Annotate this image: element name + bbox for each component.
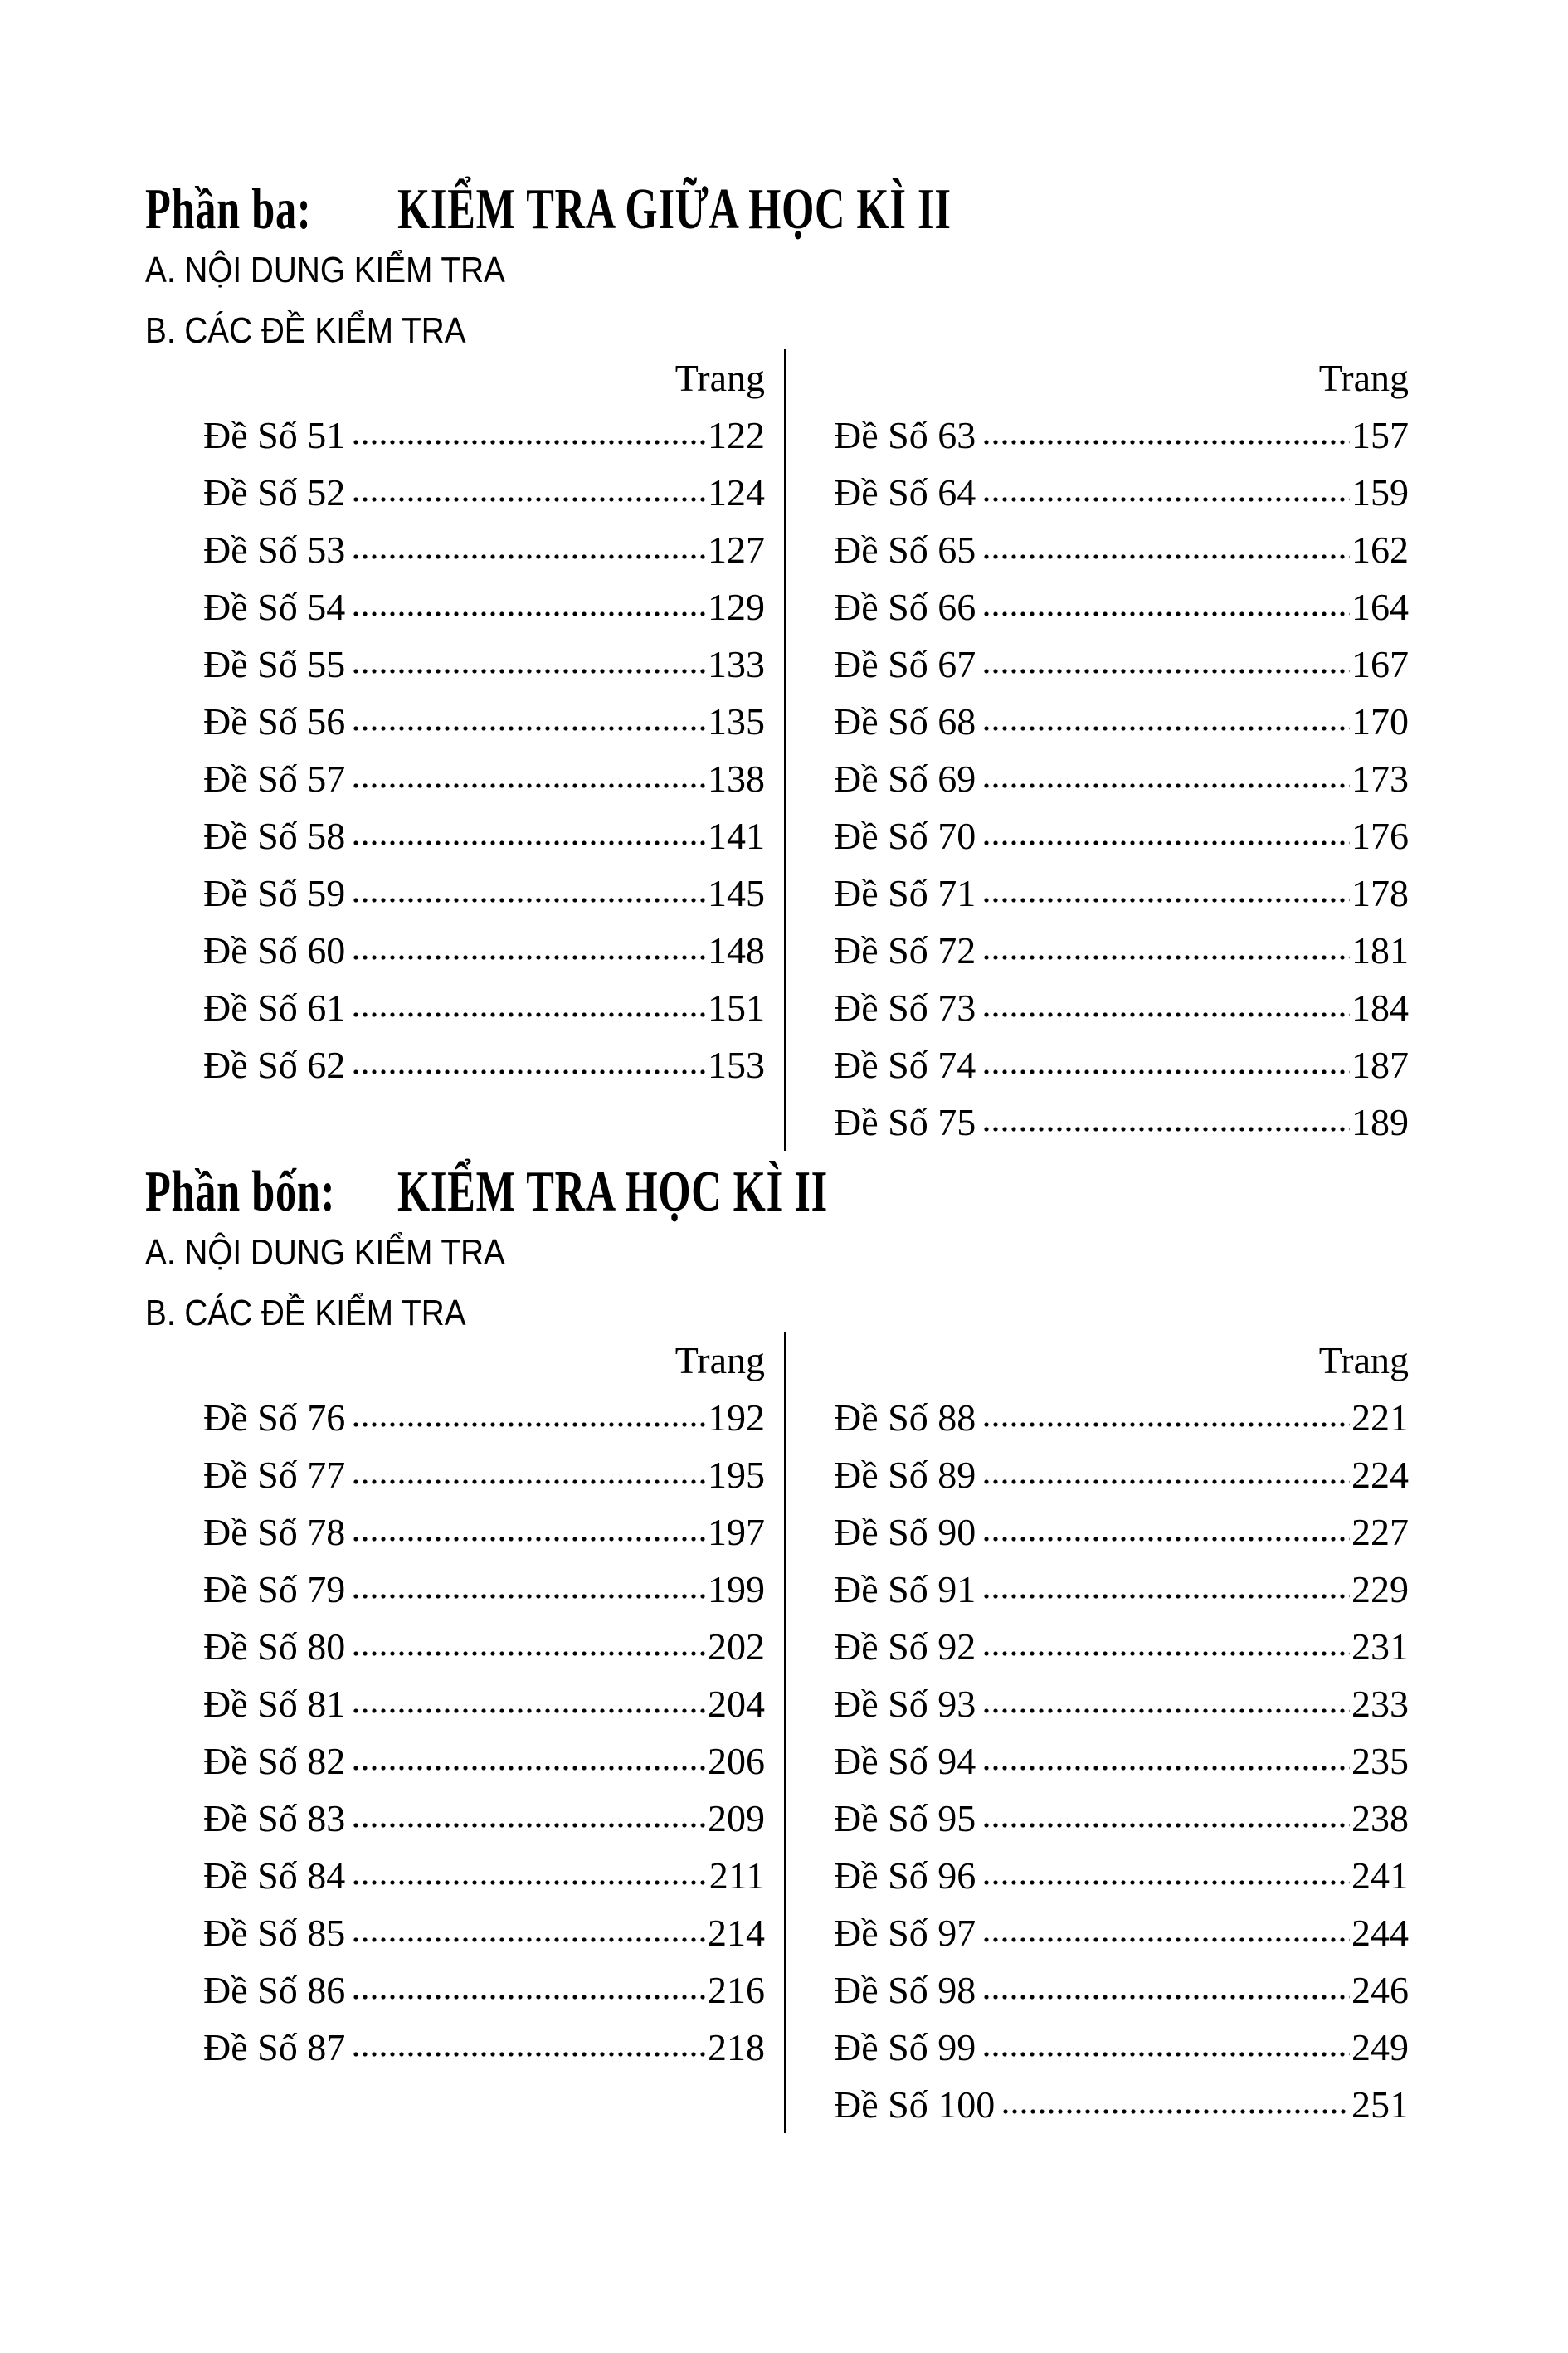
section-heading-label: Phần ba: xyxy=(145,178,312,241)
toc-entry-label: Đề Số 59 xyxy=(203,872,346,914)
toc-row xyxy=(834,1847,1409,1904)
section-heading-title: KIỂM TRA HỌC KÌ II xyxy=(397,1160,828,1224)
section-heading xyxy=(145,180,1568,240)
dot-leader xyxy=(353,611,706,616)
toc-entry-page: 145 xyxy=(708,872,765,914)
toc-row xyxy=(203,979,765,1036)
toc-row xyxy=(834,750,1409,807)
dot-leader xyxy=(984,611,1350,616)
toc-entry-page: 249 xyxy=(1351,2026,1409,2068)
dot-leader xyxy=(984,1766,1350,1771)
toc-row xyxy=(203,464,765,521)
dot-leader xyxy=(984,898,1350,903)
page-column-header: Trang xyxy=(674,1339,765,1381)
toc-entry-page: 151 xyxy=(708,987,765,1029)
toc-row xyxy=(834,1618,1409,1675)
toc-row xyxy=(203,578,765,636)
toc-entry-page: 170 xyxy=(1351,700,1409,743)
toc-entry-label: Đề Số 99 xyxy=(834,2026,976,2068)
toc-row xyxy=(834,1389,1409,1446)
toc-entry-page: 231 xyxy=(1351,1625,1409,1668)
dot-leader xyxy=(984,1880,1350,1885)
dot-leader xyxy=(984,1422,1350,1427)
toc-entry-page: 178 xyxy=(1351,872,1409,914)
toc-rows xyxy=(834,1389,1409,2133)
toc-entry-page: 124 xyxy=(708,471,765,514)
toc-entry-label: Đề Số 51 xyxy=(203,414,346,456)
toc-entry-label: Đề Số 83 xyxy=(203,1797,346,1839)
toc-entry-page: 176 xyxy=(1351,815,1409,857)
dot-leader xyxy=(984,1823,1350,1828)
toc-row xyxy=(203,1675,765,1732)
toc-entry-page: 184 xyxy=(1351,987,1409,1029)
dot-leader xyxy=(353,1422,706,1427)
toc-entry-label: Đề Số 72 xyxy=(834,929,976,972)
toc-entry-page: 241 xyxy=(1351,1854,1409,1897)
toc-entry-label: Đề Số 95 xyxy=(834,1797,976,1839)
toc-entry-label: Đề Số 76 xyxy=(203,1396,346,1439)
dot-leader xyxy=(984,726,1350,731)
toc-entry-label: Đề Số 89 xyxy=(834,1454,976,1496)
toc-row xyxy=(203,521,765,578)
toc-entry-label: Đề Số 61 xyxy=(203,987,346,1029)
toc-entry-page: 133 xyxy=(708,643,765,685)
toc-entry-page: 229 xyxy=(1351,1568,1409,1610)
toc-entry-page: 141 xyxy=(708,815,765,857)
toc-entry-label: Đề Số 96 xyxy=(834,1854,976,1897)
toc-row xyxy=(203,807,765,865)
toc-entry-label: Đề Số 90 xyxy=(834,1511,976,1553)
toc-rows xyxy=(834,407,1409,1151)
toc-entry-page: 157 xyxy=(1351,414,1409,456)
toc-row xyxy=(203,1904,765,1961)
toc-entry-page: 224 xyxy=(1351,1454,1409,1496)
toc-entry-page: 153 xyxy=(708,1044,765,1086)
toc-entry-page: 209 xyxy=(708,1797,765,1839)
toc-column-right xyxy=(786,1332,1417,2133)
toc-entry-label: Đề Số 77 xyxy=(203,1454,346,1496)
toc-row xyxy=(834,922,1409,979)
toc-row xyxy=(834,807,1409,865)
toc-entry-page: 197 xyxy=(708,1511,765,1553)
toc-entry-label: Đề Số 65 xyxy=(834,529,976,571)
toc-entry-label: Đề Số 58 xyxy=(203,815,346,857)
toc-column-right xyxy=(786,349,1417,1151)
dot-leader xyxy=(353,1995,706,2000)
toc-row xyxy=(834,693,1409,750)
dot-leader xyxy=(353,1937,706,1942)
toc-column-left xyxy=(145,349,786,1151)
section-item-b-text: B. CÁC ĐỀ KIỂM TRA xyxy=(145,310,466,351)
toc-row xyxy=(203,1389,765,1446)
toc-entry-label: Đề Số 74 xyxy=(834,1044,976,1086)
section-heading xyxy=(145,1162,1568,1222)
dot-leader xyxy=(984,2052,1350,2057)
toc-entry-page: 127 xyxy=(708,529,765,571)
dot-leader xyxy=(353,1766,706,1771)
toc-row xyxy=(834,865,1409,922)
toc-row xyxy=(834,1904,1409,1961)
dot-leader xyxy=(353,440,706,445)
toc-entry-page: 138 xyxy=(708,758,765,800)
dot-leader xyxy=(353,2052,706,2057)
toc-row xyxy=(834,979,1409,1036)
toc-entry-label: Đề Số 81 xyxy=(203,1683,346,1725)
toc-row xyxy=(834,1446,1409,1503)
dot-leader xyxy=(984,440,1350,445)
dot-leader xyxy=(984,669,1350,674)
toc-row xyxy=(203,865,765,922)
toc-column-left xyxy=(145,1332,786,2133)
section-divider-gap xyxy=(145,1151,1568,1162)
toc-entry-page: 202 xyxy=(708,1625,765,1668)
toc-entry-label: Đề Số 100 xyxy=(834,2083,996,2126)
toc-row xyxy=(834,464,1409,521)
toc-row xyxy=(834,1503,1409,1561)
toc-entry-label: Đề Số 70 xyxy=(834,815,976,857)
toc-entry-label: Đề Số 93 xyxy=(834,1683,976,1725)
toc-table xyxy=(145,1332,1568,2133)
toc-row xyxy=(834,2076,1409,2133)
toc-entry-label: Đề Số 92 xyxy=(834,1625,976,1668)
toc-row xyxy=(203,693,765,750)
toc-entry-page: 164 xyxy=(1351,586,1409,628)
toc-entry-page: 238 xyxy=(1351,1797,1409,1839)
toc-entry-page: 122 xyxy=(708,414,765,456)
toc-rows xyxy=(203,407,765,1094)
toc-entry-page: 159 xyxy=(1351,471,1409,514)
toc-entry-label: Đề Số 94 xyxy=(834,1740,976,1782)
dot-leader xyxy=(353,1651,706,1656)
dot-leader xyxy=(984,1995,1350,2000)
toc-entry-label: Đề Số 52 xyxy=(203,471,346,514)
dot-leader xyxy=(984,1012,1350,1017)
toc-row xyxy=(834,1094,1409,1151)
toc-entry-label: Đề Số 87 xyxy=(203,2026,346,2068)
section-part-four xyxy=(145,1162,1568,2133)
toc-entry-page: 173 xyxy=(1351,758,1409,800)
toc-entry-page: 129 xyxy=(708,586,765,628)
toc-row xyxy=(203,1732,765,1790)
toc-entry-label: Đề Số 97 xyxy=(834,1912,976,1954)
toc-entry-label: Đề Số 54 xyxy=(203,586,346,628)
dot-leader xyxy=(984,840,1350,845)
toc-entry-label: Đề Số 68 xyxy=(834,700,976,743)
toc-entry-page: 233 xyxy=(1351,1683,1409,1725)
dot-leader xyxy=(984,1594,1350,1599)
toc-entry-label: Đề Số 79 xyxy=(203,1568,346,1610)
toc-entry-label: Đề Số 73 xyxy=(834,987,976,1029)
dot-leader xyxy=(353,1708,706,1713)
toc-entry-page: 227 xyxy=(1351,1511,1409,1553)
toc-entry-page: 206 xyxy=(708,1740,765,1782)
toc-row xyxy=(203,1561,765,1618)
toc-entry-page: 167 xyxy=(1351,643,1409,685)
page-column-header: Trang xyxy=(1318,1339,1409,1381)
dot-leader xyxy=(984,1708,1350,1713)
dot-leader xyxy=(353,497,706,502)
dot-leader xyxy=(984,1069,1350,1074)
toc-row xyxy=(203,1446,765,1503)
dot-leader xyxy=(353,1594,706,1599)
section-item-b-text: B. CÁC ĐỀ KIỂM TRA xyxy=(145,1293,466,1333)
dot-leader xyxy=(353,783,706,788)
toc-row xyxy=(834,578,1409,636)
toc-entry-label: Đề Số 88 xyxy=(834,1396,976,1439)
toc-entry-label: Đề Số 82 xyxy=(203,1740,346,1782)
toc-row xyxy=(203,1618,765,1675)
toc-entry-page: 211 xyxy=(709,1854,765,1897)
dot-leader xyxy=(984,1537,1350,1542)
dot-leader xyxy=(984,1651,1350,1656)
dot-leader xyxy=(984,955,1350,960)
section-item-a-text: A. NỘI DUNG KIỂM TRA xyxy=(145,250,505,290)
toc-entry-label: Đề Số 98 xyxy=(834,1969,976,2011)
toc-row xyxy=(203,750,765,807)
dot-leader xyxy=(353,1479,706,1484)
page-column-header: Trang xyxy=(1318,357,1409,399)
toc-entry-page: 216 xyxy=(708,1969,765,2011)
toc-entry-page: 218 xyxy=(708,2026,765,2068)
toc-row xyxy=(834,1036,1409,1094)
toc-entry-label: Đề Số 57 xyxy=(203,758,346,800)
toc-row xyxy=(203,1961,765,2019)
toc-entry-label: Đề Số 69 xyxy=(834,758,976,800)
toc-row xyxy=(203,1790,765,1847)
toc-row xyxy=(203,407,765,464)
toc-entry-page: 189 xyxy=(1351,1101,1409,1143)
toc-row xyxy=(834,1561,1409,1618)
toc-entry-page: 246 xyxy=(1351,1969,1409,2011)
toc-entry-label: Đề Số 71 xyxy=(834,872,976,914)
toc-entry-label: Đề Số 84 xyxy=(203,1854,346,1897)
dot-leader xyxy=(984,554,1350,559)
toc-row xyxy=(834,1675,1409,1732)
toc-entry-label: Đề Số 67 xyxy=(834,643,976,685)
dot-leader xyxy=(353,1012,706,1017)
dot-leader xyxy=(1003,2109,1350,2114)
section-part-three xyxy=(145,180,1568,1151)
toc-entry-label: Đề Số 53 xyxy=(203,529,346,571)
toc-entry-page: 244 xyxy=(1351,1912,1409,1954)
toc-row xyxy=(834,407,1409,464)
toc-entry-label: Đề Số 91 xyxy=(834,1568,976,1610)
toc-row xyxy=(203,636,765,693)
toc-entry-page: 235 xyxy=(1351,1740,1409,1782)
section-item-a-text: A. NỘI DUNG KIỂM TRA xyxy=(145,1232,505,1273)
toc-row xyxy=(834,1732,1409,1790)
section-heading-title: KIỂM TRA GIỮA HỌC KÌ II xyxy=(397,178,952,241)
toc-row xyxy=(203,922,765,979)
toc-row xyxy=(834,1790,1409,1847)
dot-leader xyxy=(353,1880,707,1885)
toc-entry-label: Đề Số 63 xyxy=(834,414,976,456)
toc-entry-page: 204 xyxy=(708,1683,765,1725)
toc-entry-label: Đề Số 55 xyxy=(203,643,346,685)
toc-table xyxy=(145,349,1568,1151)
dot-leader xyxy=(353,669,706,674)
toc-row xyxy=(834,636,1409,693)
toc-entry-page: 214 xyxy=(708,1912,765,1954)
dot-leader xyxy=(984,783,1350,788)
toc-entry-page: 251 xyxy=(1351,2083,1409,2126)
dot-leader xyxy=(353,554,706,559)
toc-entry-page: 181 xyxy=(1351,929,1409,972)
page-column-header: Trang xyxy=(674,357,765,399)
toc-entry-label: Đề Số 60 xyxy=(203,929,346,972)
toc-row xyxy=(203,1036,765,1094)
toc-rows xyxy=(203,1389,765,2076)
toc-entry-label: Đề Số 86 xyxy=(203,1969,346,2011)
toc-entry-label: Đề Số 85 xyxy=(203,1912,346,1954)
toc-entry-label: Đề Số 56 xyxy=(203,700,346,743)
toc-row xyxy=(834,2019,1409,2076)
section-heading-label: Phần bốn: xyxy=(145,1160,336,1224)
dot-leader xyxy=(984,497,1350,502)
dot-leader xyxy=(353,955,706,960)
dot-leader xyxy=(353,898,706,903)
toc-entry-label: Đề Số 66 xyxy=(834,586,976,628)
toc-row xyxy=(203,2019,765,2076)
dot-leader xyxy=(984,1479,1350,1484)
toc-entry-page: 135 xyxy=(708,700,765,743)
dot-leader xyxy=(984,1127,1350,1132)
toc-entry-label: Đề Số 75 xyxy=(834,1101,976,1143)
toc-row xyxy=(203,1847,765,1904)
dot-leader xyxy=(353,726,706,731)
dot-leader xyxy=(984,1937,1350,1942)
section-item-a xyxy=(145,1222,1568,1283)
dot-leader xyxy=(353,1069,706,1074)
toc-entry-page: 195 xyxy=(708,1454,765,1496)
toc-entry-label: Đề Số 62 xyxy=(203,1044,346,1086)
toc-entry-page: 162 xyxy=(1351,529,1409,571)
toc-entry-label: Đề Số 80 xyxy=(203,1625,346,1668)
toc-row xyxy=(203,1503,765,1561)
toc-entry-label: Đề Số 78 xyxy=(203,1511,346,1553)
toc-entry-label: Đề Số 64 xyxy=(834,471,976,514)
toc-entry-page: 148 xyxy=(708,929,765,972)
section-item-a xyxy=(145,240,1568,300)
toc-row xyxy=(834,1961,1409,2019)
toc-entry-page: 221 xyxy=(1351,1396,1409,1439)
dot-leader xyxy=(353,1823,706,1828)
toc-row xyxy=(834,521,1409,578)
toc-entry-page: 192 xyxy=(708,1396,765,1439)
toc-entry-page: 187 xyxy=(1351,1044,1409,1086)
dot-leader xyxy=(353,1537,706,1542)
toc-entry-page: 199 xyxy=(708,1568,765,1610)
dot-leader xyxy=(353,840,706,845)
